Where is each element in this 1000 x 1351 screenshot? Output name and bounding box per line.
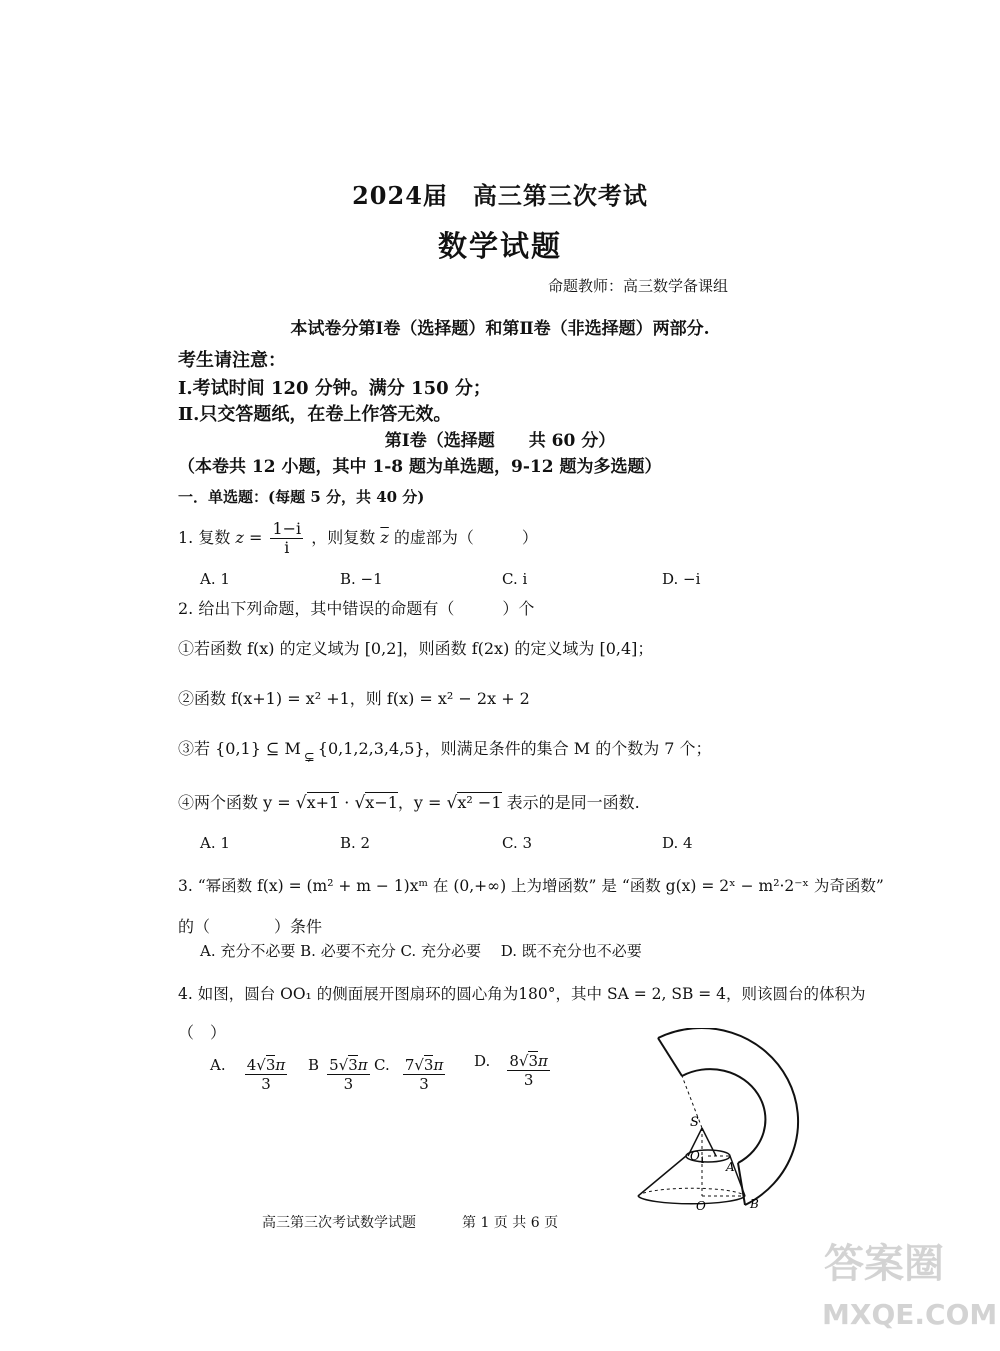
- notice-item-1: Ⅰ.考试时间 120 分钟。满分 150 分；: [178, 378, 491, 399]
- q1-fraction: [270, 520, 303, 557]
- watermark-url: MXQE.COM: [822, 1298, 998, 1331]
- q2-s3-part-a: ③若 {0,1} ⊆ M: [178, 739, 301, 758]
- q4-option-d-fraction: $\frac{8√3\pi}{3}$: [509, 1052, 548, 1089]
- q2-s4-radicand-3: x² −1: [457, 793, 502, 812]
- frustum-figure: [620, 1028, 820, 1213]
- footer-page-number: 第 1 页 共 6 页: [462, 1215, 559, 1231]
- q4-option-a-label: A.: [210, 1056, 226, 1074]
- label-O1: O: [690, 1149, 700, 1163]
- subject-title: 数学试题: [437, 229, 562, 263]
- question-2: 2. 给出下列命题，其中错误的命题有（ ）个: [178, 599, 535, 618]
- q1-denominator: i: [284, 538, 290, 557]
- q1-option-b: B. −1: [340, 570, 383, 588]
- outer-arc: [658, 1028, 798, 1205]
- radial-edge-top: [658, 1038, 682, 1076]
- q4-option-c-label: C.: [374, 1056, 390, 1074]
- bottom-ellipse-back: [638, 1188, 745, 1196]
- q1-prefix: 1. 复数: [178, 528, 231, 547]
- q2-option-b: B. 2: [340, 834, 371, 852]
- label-B: B: [750, 1197, 759, 1211]
- q4-line-2: （ ）: [178, 1023, 227, 1042]
- q2-option-c: C. 3: [502, 834, 533, 852]
- q4-option-a-fraction: $\frac{4√3\pi}{3}$: [246, 1056, 286, 1093]
- q1-option-d: D. −i: [662, 570, 701, 588]
- part-heading: 一．单选题：(每题 5 分，共 40 分): [178, 488, 425, 506]
- q4-b-den: 3: [343, 1075, 354, 1093]
- q1-suffix: ，则复数: [311, 528, 376, 547]
- q4-d-den: 3: [523, 1071, 534, 1089]
- q2-option-d: D. 4: [662, 834, 693, 852]
- q4-c-rad: 3: [423, 1056, 434, 1074]
- question-1: [178, 520, 538, 557]
- q4-d-pi: π: [538, 1052, 548, 1070]
- q2-statement-2: ②函数 f(x+1) = x² +1，则 f(x) = x² − 2x + 2: [178, 689, 530, 708]
- question-4: 4. 如图，圆台 OO₁ 的侧面展开图扇环的圆心角为180°，其中 SA = 2, SB = 4，则该圆台的体积为: [178, 985, 866, 1003]
- q4-option-b-label: B: [308, 1056, 320, 1074]
- q2-s4-radicand-2: x−1: [365, 793, 398, 812]
- q2-statement-4: [178, 790, 640, 813]
- label-O1-sub: 1: [700, 1156, 706, 1165]
- q1-tail: 的虚部为（ ）: [393, 528, 538, 547]
- q2-statement-1: ①若函数 f(x) 的定义域为 [0,2]，则函数 f(2x) 的定义域为 [0,4]；: [178, 639, 654, 658]
- q4-option-a: [210, 1056, 290, 1093]
- q2-s4-part-a: ④两个函数 y =: [178, 793, 291, 812]
- q4-c-coef: 7: [404, 1056, 415, 1074]
- q4-d-coef: 8: [509, 1052, 519, 1070]
- q1-numerator: 1−i: [272, 519, 302, 538]
- label-S: S: [690, 1115, 699, 1130]
- section-title: 第Ⅰ卷（选择题 共 60 分）: [384, 431, 616, 451]
- q4-d-rad: 3: [528, 1052, 539, 1070]
- intro-line: 本试卷分第Ⅰ卷（选择题）和第Ⅱ卷（非选择题）两部分.: [290, 319, 710, 339]
- q3-line-2: 的（ ）条件: [178, 917, 323, 936]
- label-A: A: [726, 1160, 735, 1174]
- q2-option-a: A. 1: [200, 834, 230, 852]
- q2-statement-3: [178, 736, 712, 765]
- q4-b-coef: 5: [329, 1056, 339, 1074]
- q4-option-d-label: D.: [474, 1052, 491, 1070]
- bottom-ellipse-front: [638, 1196, 745, 1204]
- q4-b-pi: π: [357, 1056, 368, 1074]
- slant-right-top: [702, 1128, 716, 1156]
- q4-option-b: [308, 1056, 373, 1093]
- label-O: O: [696, 1199, 706, 1213]
- watermark-logo: 答案圈: [824, 1241, 944, 1287]
- q4-c-pi: π: [433, 1056, 444, 1074]
- q4-option-c: [374, 1056, 448, 1093]
- notice-item-2: Ⅱ.只交答题纸，在卷上作答无效。: [178, 404, 452, 425]
- footer-title: 高三第三次考试数学试题: [262, 1215, 416, 1231]
- q4-a-coef: 4: [246, 1056, 257, 1074]
- q4-a-rad: 3: [265, 1056, 276, 1074]
- question-3: 3. “幂函数 f(x) = (m² + m − 1)xᵐ 在 (0,+∞) 上为增函数” 是 “函数 g(x) = 2ˣ − m²·2⁻ˣ 为奇函数”: [178, 877, 884, 895]
- section-subtitle: （本卷共 12 小题，其中 1-8 题为单选题，9-12 题为多选题）: [178, 457, 662, 477]
- q1-zbar: $\overline{z}$: [380, 528, 389, 547]
- q1-option-c: C. i: [502, 570, 528, 588]
- q4-a-den: 3: [261, 1075, 271, 1093]
- notice-heading: 考生请注意：: [178, 350, 286, 371]
- q2-s3-subset-symbol: ⊊: [303, 750, 315, 765]
- sqrt-sign-2: √: [354, 793, 366, 813]
- q2-s4-radicand-1: x+1: [306, 793, 340, 812]
- q4-b-rad: 3: [348, 1056, 358, 1074]
- q4-a-pi: π: [275, 1056, 286, 1074]
- q1-option-a: A. 1: [200, 570, 230, 588]
- exam-title: 2024届 高三第三次考试: [352, 181, 648, 210]
- q2-s4-part-c: 表示的是同一函数.: [506, 793, 640, 812]
- q2-s3-part-b: {0,1,2,3,4,5}，则满足条件的集合 M 的个数为 7 个；: [317, 739, 712, 758]
- q4-option-d: [474, 1052, 553, 1089]
- q1-z: z =: [235, 528, 263, 547]
- q3-options: A. 充分不必要 B. 必要不充分 C. 充分必要 D. 既不充分也不必要: [200, 942, 642, 960]
- q2-s4-part-b: ，y =: [397, 793, 442, 812]
- sqrt-sign-1: √: [295, 793, 307, 813]
- q4-option-c-fraction: $\frac{7√3\pi}{3}$: [404, 1056, 444, 1093]
- q4-option-b-fraction: $\frac{5√3\pi}{3}$: [329, 1056, 368, 1093]
- sqrt-sign-3: √: [446, 793, 458, 813]
- author-line: 命题教师：高三数学备课组: [548, 277, 729, 295]
- q2-s4-dot: ·: [344, 793, 350, 812]
- q4-c-den: 3: [419, 1075, 429, 1093]
